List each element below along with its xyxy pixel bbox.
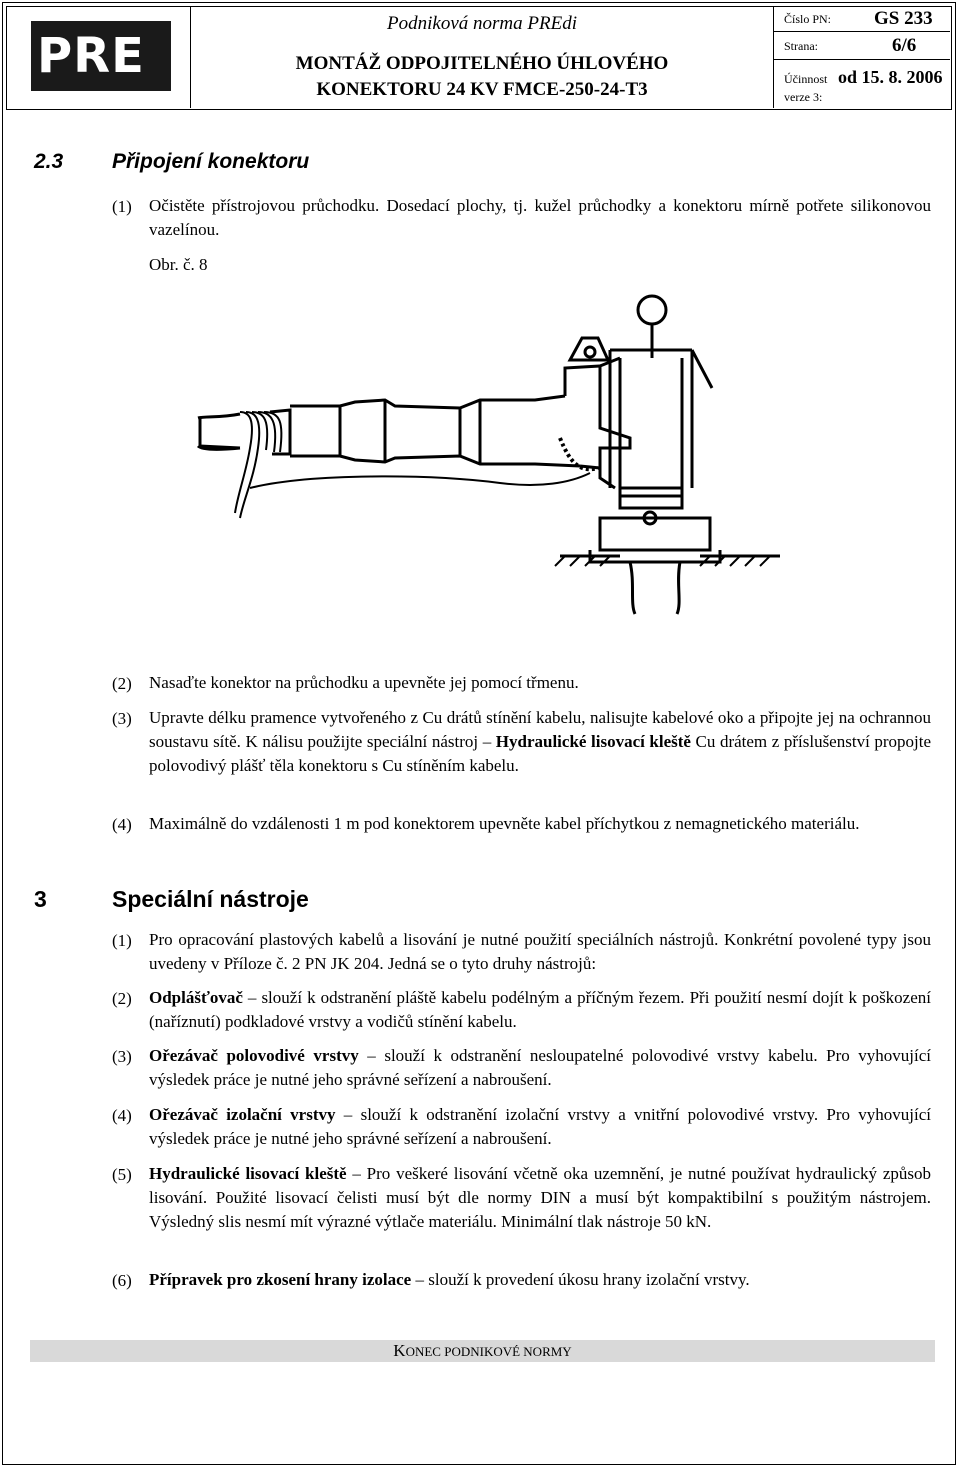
item-number: (1) xyxy=(112,197,132,216)
paragraph-4: Maximálně do vzdálenosti 1 m pod konektorem upevněte kabel příchytkou z nemagnetického materiálu. xyxy=(149,814,860,833)
ucinnost-value: od 15. 8. 2006 xyxy=(838,67,943,87)
end-text-initial: K xyxy=(393,1341,406,1360)
norm-label: Podniková norma PREdi xyxy=(387,13,577,34)
tool-item-text: – slouží k odstranění nesloupatelné polovodivé vrstvy kabelu. Pro vyhovující výsledek práce je nutné jeho správné seřízení a nabroušení. xyxy=(149,1046,931,1089)
document-title xyxy=(191,51,773,103)
tool-item-text: Pro opracování plastových kabelů a lisování je nutné použití speciálních nástrojů. Konkrétní povolené typy jsou uvedeny v Příloze č. 2 PN JK 204. Jedná se o tyto druhy nástrojů: xyxy=(149,930,931,973)
section-title: Speciální nástroje xyxy=(112,886,309,912)
tool-item-text: – slouží k provedení úkosu hrany izolační vrstvy. xyxy=(411,1270,750,1289)
verze-label: verze 3: xyxy=(784,90,823,104)
strana-label: Strana: xyxy=(784,39,818,53)
item-number: (1) xyxy=(112,931,132,950)
item-number: (2) xyxy=(112,989,132,1008)
cislo-row xyxy=(774,7,950,32)
item-number: (4) xyxy=(112,1106,132,1125)
paragraph-1: Očistěte přístrojovou průchodku. Dosedací plochy, tj. kužel průchodky a konektoru mírně potřete silikonovou vazelínou. xyxy=(149,196,931,239)
tool-item-bold: Odplášťovač xyxy=(149,988,243,1007)
strana-row xyxy=(774,32,950,60)
end-of-norm-bar xyxy=(30,1340,935,1362)
figure-caption: Obr. č. 8 xyxy=(149,255,208,274)
tool-item-text: – slouží k odstranění pláště kabelu podélným a příčným řezem. Při použití nesmí dojít k poškození (naříznutí) podkladové vrstvy a vodičů stínění kabelu. xyxy=(149,988,931,1031)
tool-item-2 xyxy=(149,986,931,1034)
tool-item-bold: Ořezávač polovodivé vrstvy xyxy=(149,1046,359,1065)
info-cell xyxy=(774,7,950,108)
logo-cell xyxy=(7,7,191,108)
strana-value: 6/6 xyxy=(892,35,917,56)
cislo-label: Číslo PN: xyxy=(784,12,832,26)
paragraph-3-text-b: Cu drátem z příslušenství propojte polovodivý plášť těla konektoru s Cu stíněním kabelu. xyxy=(149,732,932,775)
tool-item-5 xyxy=(149,1162,931,1234)
logo-text: PRE xyxy=(37,28,145,84)
title-cell xyxy=(191,7,774,108)
tool-item-3 xyxy=(149,1044,931,1092)
tool-item-bold: Hydraulické lisovací kleště xyxy=(149,1164,347,1183)
ucinnost-row xyxy=(774,60,950,108)
title-line-2: KONEKTORU 24 KV FMCE-250-24-T3 xyxy=(316,79,648,100)
tool-item-1 xyxy=(149,928,931,976)
item-number: (2) xyxy=(112,674,132,693)
end-of-norm-text xyxy=(30,1341,935,1361)
tool-item-text: – Pro veškeré lisování včetně oka uzemnění, je nutné používat hydraulický způsob lisování. Použité lisovací čelisti musí být dle normy DIN a musí být kompaktibilní s použitým nástrojem. Výsledný slis nesmí mít výrazné výtlače materiálu. Minimální tlak nástroje 50 kN. xyxy=(149,1164,932,1231)
document-header xyxy=(6,6,952,110)
cislo-value: GS 233 xyxy=(874,8,933,29)
end-text-rest: ONEC PODNIKOVÉ NORMY xyxy=(405,1344,572,1359)
tool-item-4 xyxy=(149,1103,931,1151)
tool-item-text: – slouží k odstranění izolační vrstvy a vnitřní polovodivé vrstvy. Pro vyhovující výsledek práce je nutné jeho správné seřízení a nabroušení. xyxy=(149,1105,931,1148)
connector-drawing xyxy=(180,288,800,618)
section-title: Připojení konektoru xyxy=(112,150,310,173)
tool-item-6 xyxy=(149,1268,931,1292)
tool-item-bold: Přípravek pro zkosení hrany izolace xyxy=(149,1270,412,1289)
item-number: (4) xyxy=(112,815,132,834)
title-line-1: MONTÁŽ ODPOJITELNÉHO ÚHLOVÉHO xyxy=(295,53,669,74)
ucinnost-label: Účinnost xyxy=(784,72,828,86)
section-number: 2.3 xyxy=(34,150,64,173)
paragraph-3 xyxy=(149,706,931,778)
item-number: (6) xyxy=(112,1271,132,1290)
item-number: (3) xyxy=(112,709,132,728)
paragraph-2: Nasaďte konektor na průchodku a upevněte jej pomocí třmenu. xyxy=(149,673,579,692)
pre-logo xyxy=(31,21,171,91)
item-number: (5) xyxy=(112,1165,132,1184)
section-number: 3 xyxy=(34,886,47,912)
tool-name-bold: Hydraulické lisovací kleště xyxy=(495,732,691,751)
paragraph-3-text-a: Upravte délku pramence vytvořeného z Cu drátů stínění kabelu, nalisujte kabelové oko a připojte jej na ochrannou soustavu sítě. K nálisu použijte speciální nástroj – xyxy=(149,708,931,751)
tool-item-bold: Ořezávač izolační vrstvy xyxy=(149,1105,336,1124)
item-number: (3) xyxy=(112,1047,132,1066)
